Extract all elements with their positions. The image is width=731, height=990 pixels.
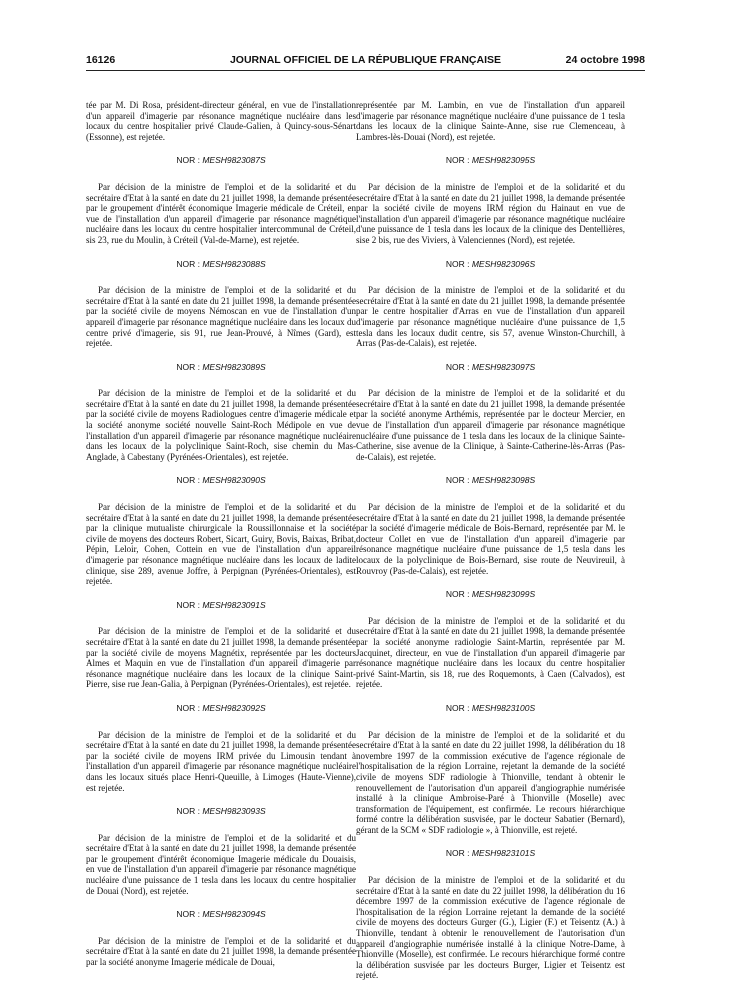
nor-code: MESH9823094S [202, 909, 266, 920]
decision-paragraph: Par décision de la ministre de l'emploi et de la solidarité et du secrétaire d'Etat à la santé en date du 21 juillet 1998, la demande présentée par le groupement d'intérêt économique Imagerie médicale du Douaisis, en vue de l'installation d'un appareil d'imagerie par résonance magnétique nucléaire d'une puissance de 1 tesla dans les locaux du centre hospitalier de Douai (Nord), est rejetée. [86, 832, 356, 896]
nor-reference [356, 848, 625, 859]
nor-code: MESH9823098S [471, 475, 536, 486]
nor-code: MESH9823096S [471, 258, 536, 269]
nor-reference [356, 475, 625, 486]
nor-reference [356, 155, 625, 166]
nor-label: NOR : [176, 155, 200, 166]
decision-paragraph: représentée par M. Lambin, en vue de l'installation d'un appareil d'imagerie par résonance magnétique nucléaire d'une puissance de 1 tesla dans les locaux de la clinique Sainte-Anne, sise rue Clemenceau, à Lambres-lès-Douai (Nord), est rejetée. [356, 100, 625, 142]
nor-code: MESH9823089S [202, 361, 266, 372]
decision-paragraph: Par décision de la ministre de l'emploi et de la solidarité et du secrétaire d'Etat à la santé en date du 22 juillet 1998, la délibération du 16 décembre 1997 de la commission exécutive de l'agence régionale de l'hospitalisation de la région Lorraine rejetant la demande de la société civile de moyens des docteurs Gurger (G.), Ligier (F.) et Teisentz (A.) à Thionville, tendant à obtenir le renouvellement de l'autorisation d'un appareil d'angiographie numérisée installé à la clinique Notre-Dame, à Thionville (Moselle), est confirmée. Le recours hiérarchique formé contre la délibération susvisée par les docteurs Burger, Ligier et Teisentz est rejeté. [356, 875, 625, 980]
journal-title: JOURNAL OFFICIEL DE LA RÉPUBLIQUE FRANÇAISE [229, 54, 502, 66]
left-column [86, 100, 356, 980]
decision-paragraph: Par décision de la ministre de l'emploi et de la solidarité et du secrétaire d'Etat à la santé en date du 21 juillet 1998, la demande présentée par le groupement d'intérêt économique Imagerie médicale de Créteil, en vue de l'installation d'un appareil d'imagerie par résonance magnétique nucléaire dans les locaux du centre hospitalier intercommunal de Créteil, sis 23, rue du Moulin, à Créteil (Val-de-Marne), est rejetée. [86, 181, 356, 245]
nor-reference [86, 703, 356, 714]
decision-paragraph: Par décision de la ministre de l'emploi et de la solidarité et du secrétaire d'Etat à la santé en date du 21 juillet 1998, la demande présentée par la société anonyme Imagerie médicale de Douai, [86, 935, 356, 968]
nor-label: NOR : [176, 258, 200, 269]
nor-label: NOR : [176, 702, 200, 713]
nor-code: MESH9823088S [202, 258, 266, 269]
nor-code: MESH9823099S [471, 589, 536, 600]
nor-code: MESH9823090S [202, 475, 266, 486]
nor-reference [86, 259, 356, 270]
nor-reference [356, 703, 625, 714]
nor-reference [86, 600, 356, 611]
page-number: 16126 [86, 54, 116, 66]
nor-reference [86, 155, 356, 166]
nor-code: MESH9823087S [202, 155, 266, 166]
header-rule [86, 70, 645, 71]
decision-paragraph: tée par M. Di Rosa, président-directeur général, en vue de l'installation d'un appareil d'imagerie par résonance magnétique nucléaire dans les locaux du centre hospitalier privé Claude-Galien, à Quincy-sous-Sénart (Essonne), est rejetée. [86, 100, 356, 142]
nor-label: NOR : [176, 909, 200, 920]
nor-label: NOR : [445, 258, 470, 269]
nor-reference [86, 909, 356, 920]
nor-reference [356, 589, 625, 600]
nor-reference [86, 475, 356, 486]
nor-code: MESH9823092S [202, 702, 266, 713]
nor-label: NOR : [176, 806, 200, 817]
nor-reference [86, 362, 356, 373]
decision-paragraph: Par décision de la ministre de l'emploi et de la solidarité et du secrétaire d'Etat à la santé en date du 21 juillet 1998, la demande présentée par la société civile de moyens Radiologues centre d'imagerie médicale et la société anonyme société nouvelle Saint-Roch Médipole en vue de l'installation d'un appareil d'imagerie par résonance magnétique nucléaire dans les locaux de la polyclinique Saint-Roch, sise chemin du Mas-Anglade, à Cabestany (Pyrénées-Orientales), est rejetée. [86, 388, 356, 462]
decision-paragraph: Par décision de la ministre de l'emploi et de la solidarité et du secrétaire d'Etat à la santé en date du 21 juillet 1998, la demande présentée par la société civile de moyens Magnétix, représentée par les docteurs Almes et Maquin en vue de l'installation d'un appareil d'imagerie par résonance magnétique nucléaire dans les locaux de la clinique Saint-Pierre, sise rue Jean-Galia, à Perpignan (Pyrénées-Orientales), est rejetée. [86, 626, 356, 690]
decision-paragraph: Par décision de la ministre de l'emploi et de la solidarité et du secrétaire d'Etat à la santé en date du 21 juillet 1998, la demande présentée par la société d'imagerie médicale de Bois-Bernard, représentée par M. le docteur Collet en vue de l'installation d'un appareil d'imagerie par résonance magnétique nucléaire d'une puissance de 1,5 tesla dans les locaux de la polyclinique de Bois-Bernard, sise route de Neuvireuil, à Rouvroy (Pas-de-Calais), est rejetée. [356, 502, 625, 576]
nor-label: NOR : [176, 475, 200, 486]
decision-paragraph: Par décision de la ministre de l'emploi et de la solidarité et du secrétaire d'Etat à la santé en date du 22 juillet 1998, la délibération du 18 novembre 1997 de la commission exécutive de l'agence régionale de l'hospitalisation de la région Lorraine, rejetant la demande de la société civile de moyens SDF radiologie à Thionville, tendant à obtenir le renouvellement de l'autorisation d'un appareil d'angiographie numérisée installé à la clinique Ambroise-Paré à Thionville (Moselle) avec transformation de l'équipement, est confirmée. Le recours hiérarchique formé contre la délibération susvisée, par le docteur Sabatier (Bernard), gérant de la SCM « SDF radiologie », à Thionville, est rejeté. [356, 729, 625, 835]
nor-code: MESH9823095S [471, 155, 536, 166]
decision-paragraph: Par décision de la ministre de l'emploi et de la solidarité et du secrétaire d'Etat à la santé en date du 21 juillet 1998, la demande présentée par la société anonyme radiologie Saint-Martin, représentée par M. Jacquinet, directeur, en vue de l'installation d'un appareil d'imagerie par résonance magnétique nucléaire dans les locaux du centre hospitalier privé Saint-Martin, sis 18, rue des Roquemonts, à Caen (Calvados), est rejetée. [356, 615, 625, 690]
publication-date: 24 octobre 1998 [565, 54, 645, 66]
right-column [356, 100, 625, 980]
decision-paragraph: Par décision de la ministre de l'emploi et de la solidarité et du secrétaire d'Etat à la santé en date du 21 juillet 1998, la demande présentée par la société civile de moyens IRM région du Hainaut en vue de l'installation d'un appareil d'imagerie par résonance magnétique nucléaire d'une puissance de 1 tesla dans les locaux de la clinique des Dentellières, sise 2 bis, rue des Viviers, à Valenciennes (Nord), est rejetée. [356, 181, 625, 245]
nor-code: MESH9823101S [471, 848, 536, 859]
decision-paragraph: Par décision de la ministre de l'emploi et de la solidarité et du secrétaire d'Etat à la santé en date du 21 juillet 1998, la demande présentée par le centre hospitalier d'Arras en vue de l'installation d'un appareil d'imagerie par résonance magnétique nucléaire d'une puissance de 1,5 tesla dans les locaux dudit centre, sis 57, avenue Winston-Churchill, à Arras (Pas-de-Calais), est rejetée. [356, 285, 625, 349]
nor-label: NOR : [445, 361, 470, 372]
decision-paragraph: Par décision de la ministre de l'emploi et de la solidarité et du secrétaire d'Etat à la santé en date du 21 juillet 1998, la demande présentée par la société civile de moyens IRM privée du Limousin tendant à l'installation d'un appareil d'imagerie par résonance magnétique nucléaire dans les locaux situés place Henri-Queuille, à Limoges (Haute-Vienne), est rejetée. [86, 729, 356, 793]
nor-label: NOR : [445, 589, 470, 600]
nor-code: MESH9823093S [202, 806, 266, 817]
nor-reference [86, 806, 356, 817]
nor-code: MESH9823091S [202, 599, 266, 610]
nor-label: NOR : [445, 848, 470, 859]
decision-paragraph: Par décision de la ministre de l'emploi et de la solidarité et du secrétaire d'Etat à la santé en date du 21 juillet 1998, la demande présentée par la société anonyme Arthémis, représentée par le docteur Mercier, en vue de l'installation d'un appareil d'imagerie par résonance magnétique nucléaire d'une puissance de 1 tesla dans les locaux de la clinique Sainte-Catherine, sise avenue de la Clinique, à Sainte-Catherine-lès-Arras (Pas-de-Calais), est rejetée. [356, 388, 625, 462]
decision-paragraph: Par décision de la ministre de l'emploi et de la solidarité et du secrétaire d'Etat à la santé en date du 21 juillet 1998, la demande présentée par la société civile de moyens Némoscan en vue de l'installation d'un appareil d'imagerie par résonance magnétique nucléaire dans les locaux du centre privé d'imagerie, sis 91, rue Jean-Prouvé, à Nîmes (Gard), est rejetée. [86, 285, 356, 349]
nor-label: NOR : [445, 475, 470, 486]
page-header [86, 54, 645, 70]
nor-reference [356, 259, 625, 270]
decision-paragraph: Par décision de la ministre de l'emploi et de la solidarité et du secrétaire d'Etat à la santé en date du 21 juillet 1998, la demande présentée par la clinique mutualiste chirurgicale la Roussillonnaise et la société civile de moyens des docteurs Robert, Sicart, Guiry, Bovis, Baixas, Bribat, Pépin, Leloir, Cohen, Cottein en vue de l'installation d'un appareil d'imagerie par résonance magnétique nucléaire dans les locaux de ladite clinique, sise 289, avenue Joffre, à Perpignan (Pyrénées-Orientales), est rejetée. [86, 502, 356, 587]
nor-label: NOR : [445, 155, 470, 166]
nor-label: NOR : [176, 599, 200, 610]
nor-label: NOR : [445, 702, 470, 713]
nor-code: MESH9823097S [471, 361, 536, 372]
nor-reference [356, 362, 625, 373]
nor-label: NOR : [176, 361, 200, 372]
nor-code: MESH9823100S [471, 702, 536, 713]
